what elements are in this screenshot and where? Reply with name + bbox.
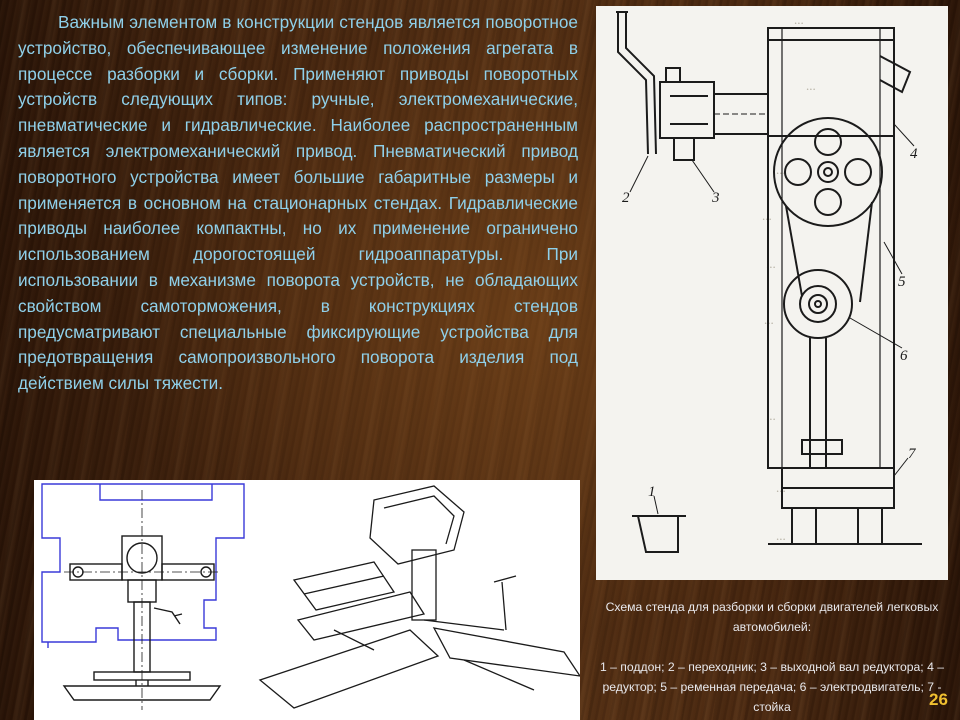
- label-7: 7: [908, 446, 916, 462]
- label-4: 4: [910, 146, 918, 162]
- scan-bleedthrough-text: [762, 12, 816, 543]
- body-text: Важным элементом в конструкции стендов является поворотное устройство, обеспечивающее изменение положения агрегата в процессе разборки и сборки. Применяют приводы поворотных устройств следующих типов: ручные, электромеханические, пневматические и гидравлические. Наиболее распространенным является электромеханический привод. Пневматический привод поворотного устройства имеет большие габаритные размеры и применяется в основном на стационарных стендах. Гидравлические приводы наиболее компактны, но их применение ограничено использованием дорогостоящей гидроаппаратуры. При использовании в механизме поворота устройств, не обладающих свойством самоторможения, в конструкциях стендов предусматривают специальные фиксирующие устройства для предотвращения самопроизвольного поворота изделия под действием силы тяжести.: [18, 12, 578, 394]
- svg-text:...: ...: [776, 480, 786, 495]
- stand-drawings: [34, 480, 580, 720]
- svg-text:...: ...: [766, 256, 776, 271]
- label-1: 1: [648, 484, 656, 500]
- svg-text:...: ...: [776, 528, 786, 543]
- page-number: 26: [929, 690, 948, 709]
- svg-text:...: ...: [776, 162, 786, 177]
- engine-stand-drawing: [596, 6, 948, 580]
- svg-text:...: ...: [762, 208, 772, 223]
- figure-caption: [596, 597, 948, 717]
- svg-text:...: ...: [764, 312, 774, 327]
- stand-linework: [616, 12, 922, 552]
- isometric-stand-view: [260, 486, 580, 708]
- label-5: 5: [898, 274, 906, 290]
- svg-text:...: ...: [794, 12, 804, 27]
- rotator-front-view: [64, 490, 220, 710]
- label-2: 2: [622, 190, 630, 206]
- caption-legend: 1 – поддон; 2 – переходник; 3 – выходной вал редуктора; 4 – редуктор; 5 – ременная передача; 6 – электродвигатель; 7 - стойка: [599, 660, 945, 714]
- label-6: 6: [900, 348, 908, 364]
- svg-text:...: ...: [806, 78, 816, 93]
- svg-text:...: ...: [766, 408, 776, 423]
- label-3: 3: [712, 190, 720, 206]
- engine-stand-diagram: [596, 6, 948, 580]
- caption-title: Схема стенда для разборки и сборки двигателей легковых автомобилей:: [605, 600, 939, 634]
- stand-drawings-svg: [34, 480, 580, 720]
